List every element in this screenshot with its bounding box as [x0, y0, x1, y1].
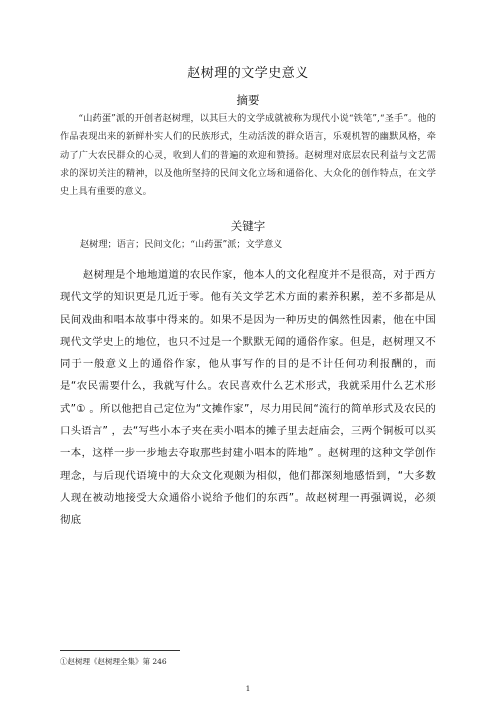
keywords-heading: 关键字 [230, 219, 266, 233]
abstract-heading: 摘要 [236, 93, 260, 107]
footnote: ①赵树理《赵树理全集》第 246 [60, 657, 167, 666]
body-paragraph: 赵树理是个地地道道的农民作家，他本人的文化程度并不是很高，对于西方现代文学的知识更是几近于零。他有关文学艺术方面的素养积累，差不多都是从民间戏曲和唱本故事中得来的。如果不是因为一种历史的偶然性因素，他在中国现代文学史上的地位，也只不过是一个默默无闻的通俗作家。但是，赵树理又不同于一般意义上的通俗作家，他从事写作的目的是不计任何功利报酬的，而是“农民需要什么，我就写什么。农民喜欢什么艺术形式，我就采用什么艺术形式”① 。所以他把自己定位为“文摊作家”，尽力用民间“流行的简单形式及农民的口头语言” ，去“写些小本子夹在卖小唱本的摊子里去赶庙会，三两个铜板可以买一本，这样一步一步地去夺取那些封建小唱本的阵地” 。赵树理的这种文学创作理念，与后现代语境中的大众文化观颇为相似，他们都深刻地感悟到，“大多数人现在被动地接受大众通俗小说给予他们的东西”。故赵树理一再强调说，必须彻底 [60, 269, 436, 527]
paper-title: 赵树理的文学史意义 [187, 66, 309, 81]
page-number: 1 [245, 684, 251, 693]
abstract-paragraph: “山药蛋”派的开创者赵树理，以其巨大的文学成就被称为现代小说“铁笔”,“圣手”。他的作品表现出来的新鲜朴实人们的民族形式，生动活泼的群众语言，乐观机智的幽默风格，牵动了广大农民群众的心灵，收到人们的普遍的欢迎和赞扬。赵树理对底层农民利益与文艺需求的深切关注的精神，以及他所坚持的民间文化立场和通俗化、大众化的创作特点，在文学史上具有重要的意义。 [60, 113, 436, 198]
keywords-line: 赵树理；语言；民间文化；“山药蛋”派；文学意义 [80, 239, 283, 250]
footnote-divider [60, 650, 180, 651]
